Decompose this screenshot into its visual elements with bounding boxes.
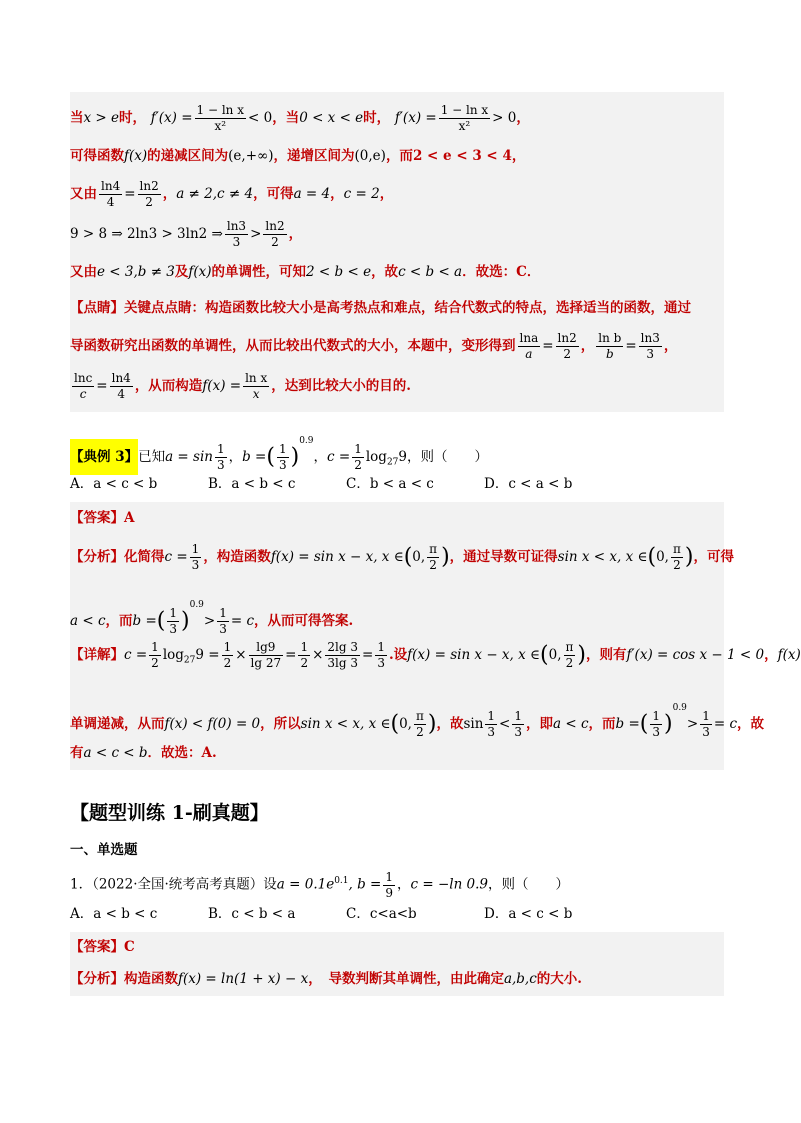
question-1: 1．（2022·全国·统考高考真题）设$a = 0.1e^{0.1}$, b = $\frac{1}{9}$ ，c = −ln 0.9，则（ ） xyxy=(70,869,570,900)
detail-line-3: 有a < c < b．故选：A. xyxy=(70,745,217,761)
monotonic-interval-line: 可得函数f(x)的递减区间为(e,+∞)，递增区间为(0,e)，而2 < e < 3 < 4， xyxy=(70,148,526,164)
answer-line: 【答案】A xyxy=(70,510,135,526)
example-tag: 【典例 3】 xyxy=(70,439,138,475)
derivative-line: 当x > e时， f′(x) = $\frac{\text{1 − ln x}}{\text{x²}}$ < 0，当0 < x < e时， f′(x) = $\frac{\text{1 − ln x}}{\text{x²}}$ > 0， xyxy=(70,103,530,133)
fraction: $\frac{\text{1 − ln x}}{\text{x²}}$ xyxy=(196,103,244,133)
document-page xyxy=(70,92,801,996)
option-a[interactable]: A．a < b < c xyxy=(70,906,158,922)
option-a[interactable]: A．a < c < b xyxy=(70,476,158,492)
option-b[interactable]: B．a < b < c xyxy=(208,476,296,492)
section-title: 【题型训练 1-刷真题】 xyxy=(70,802,269,824)
ln-ratio-line: 又由 $\frac{\ln 4}{4}$ = $\frac{\ln 2}{2}$ ，a ≠ 2,c ≠ 4，可得a = 4，c = 2， xyxy=(70,179,394,209)
option-d[interactable]: D．c < a < b xyxy=(484,476,573,492)
question-1-options xyxy=(70,898,724,930)
key-point-tag: 【点睛】 xyxy=(70,300,124,316)
option-c[interactable]: C．b < a < c xyxy=(346,476,434,492)
inequality-chain-line: 9 > 8 ⇒ 2ln3 > 3ln2 ⇒ $\frac{\ln 3}{3}$ > $\frac{\ln 2}{2}$ ， xyxy=(70,219,303,249)
analysis-line: 【分析】构造函数f(x) = ln(1 + x) − x， 导数判断其单调性，由此确定a,b,c的大小. xyxy=(70,971,582,987)
example-question: 【典例 3】已知a = sin $\frac{1}{3}$ ，b =( $\frac{1}{3}$ )$^{0.9}$，c = $\frac{1}{2}$ $\log_{27}9$，则（ ） xyxy=(70,418,724,464)
option-c[interactable]: C．c<a<b xyxy=(346,906,417,922)
fraction: $\frac{\text{1 − ln x}}{\text{x²}}$ xyxy=(440,103,489,133)
detail-line-2: 单调递减，从而f(x) < f(0) = 0，所以sin x < x, x ∈(0, $\frac{\pi}{2}$ )，故sin $\frac{1}{3}$ < $\frac{1}{3}$ ，即a < c，而b =( $\frac{1}{3}$ )$^{0.9}$> $\frac{1}{3}$ = c，故 xyxy=(70,703,765,739)
example-options xyxy=(70,468,724,500)
option-b[interactable]: B．c < b < a xyxy=(208,906,296,922)
answer-line: 【答案】C xyxy=(70,939,135,955)
section-heading xyxy=(70,796,724,830)
conclusion-line: 又由e < 3,b ≠ 3及f(x)的单调性，可知2 < b < e，故c < b < a．故选：C． xyxy=(70,264,541,280)
question-1-solution xyxy=(70,932,724,996)
option-d[interactable]: D．a < c < b xyxy=(484,906,573,922)
subsection-heading: 一、单选题 xyxy=(70,842,138,858)
analysis-line-2: a < c，而b =( $\frac{1}{3}$ )$^{0.9}$> $\frac{1}{3}$ = c，从而可得答案. xyxy=(70,600,354,636)
key-point-line-2: 导函数研究出函数的单调性，从而比较出代数式的大小，本题中，变形得到 $\frac{\ln a}{a}$ = $\frac{\ln 2}{2}$ ， $\frac{\text{ln b}}{b}$ = $\frac{\ln 3}{3}$ ， xyxy=(70,331,678,361)
detail-line-1: 【详解】c = $\frac{1}{2}$ $\log_{27}9$ = $\frac{1}{2}$ × $\frac{\lg 9}{\lg 27}$ = $\frac{1}{2}$ × $\frac{2\lg 3}{3\lg 3}$ = $\frac{1}{3}$ .设f(x) = sin x − x, x ∈(0, $\frac{\pi}{2}$ )，则有f′(x) = cos x − 1 < 0，f(x) xyxy=(70,640,801,670)
key-point-line-3: $\frac{\ln c}{c}$ = $\frac{\ln 4}{4}$ ，从而构造f(x) = $\frac{\text{ln x}}{x}$ ，达到比较大小的目的. xyxy=(74,371,411,401)
key-point-line-1: 【点睛】关键点点睛：构造函数比较大小是高考热点和难点，结合代数式的特点，选择适当的函数，通过 xyxy=(70,300,691,316)
solution-continuation xyxy=(70,92,724,412)
example-solution xyxy=(70,502,801,770)
analysis-line-1: 【分析】化简得c = $\frac{1}{3}$ ，构造函数f(x) = sin x − x, x ∈(0, $\frac{\pi}{2}$ )，通过导数可证得sin x < x, x ∈(0, $\frac{\pi}{2}$ )，可得 xyxy=(70,542,734,572)
